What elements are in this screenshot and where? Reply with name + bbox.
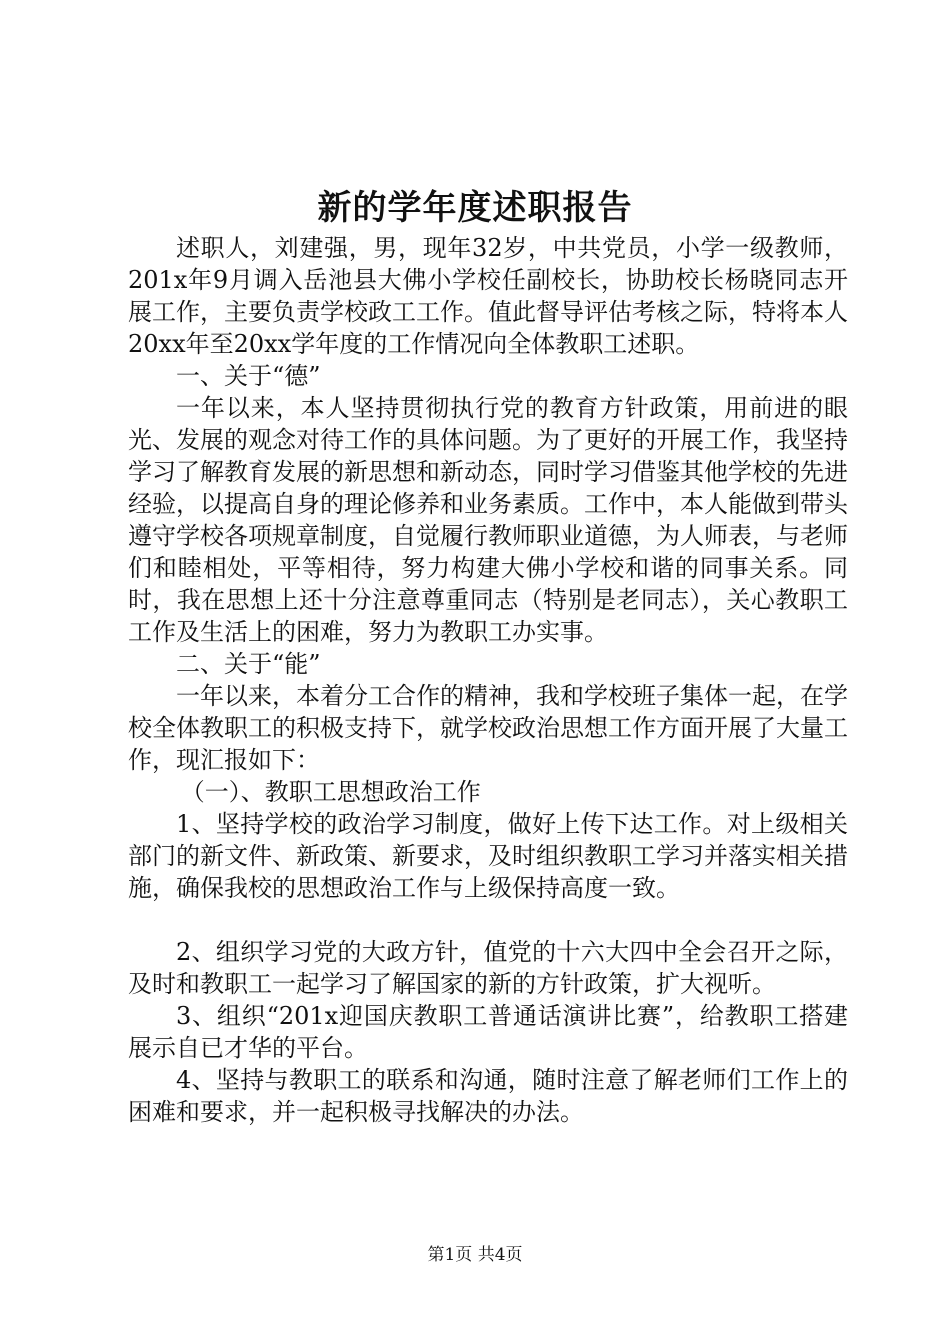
document-title: 新的学年度述职报告 — [317, 188, 633, 228]
section-heading-virtue: 一、关于“德” — [176, 362, 321, 390]
section-heading-ability: 二、关于“能” — [176, 650, 321, 678]
list-item-4: 4、坚持与教职工的联系和沟通，随时注意了解老师们工作上的困难和要求，并一起积极寻找解决的办法。 — [128, 1066, 848, 1126]
document-body — [128, 232, 848, 1128]
subsection-heading-political-work: （一）、教职工思想政治工作 — [180, 778, 481, 806]
virtue-paragraph: 一年以来，本人坚持贯彻执行党的教育方针政策，用前进的眼光、发展的观念对待工作的具体问题。为了更好的开展工作，我坚持学习了解教育发展的新思想和新动态，同时学习借鉴其他学校的先进经验，以提高自身的理论修养和业务素质。工作中，本人能做到带头遵守学校各项规章制度，自觉履行教师职业道德，为人师表，与老师们和睦相处，平等相待，努力构建大佛小学校和谐的同事关系。同时，我在思想上还十分注意尊重同志（特别是老同志），关心教职工工作及生活上的困难，努力为教职工办实事。 — [128, 394, 848, 646]
list-item-2: 2、组织学习党的大政方针，值党的十六大四中全会召开之际，及时和教职工一起学习了解国家的新的方针政策，扩大视听。 — [128, 938, 848, 998]
list-item-3: 3、组织“201x迎国庆教职工普通话演讲比赛”，给教职工搭建展示自已才华的平台。 — [128, 1002, 848, 1062]
intro-paragraph: 述职人，刘建强，男，现年32岁，中共党员，小学一级教师，201x年9月调入岳池县大佛小学校任副校长，协助校长杨晓同志开展工作，主要负责学校政工工作。值此督导评估考核之际，特将本人20xx年至20xx学年度的工作情况向全体教职工述职。 — [128, 234, 848, 358]
paragraph-gap — [128, 904, 848, 936]
ability-paragraph: 一年以来，本着分工合作的精神，我和学校班子集体一起，在学校全体教职工的积极支持下，就学校政治思想工作方面开展了大量工作，现汇报如下： — [128, 682, 848, 774]
list-item-1: 1、坚持学校的政治学习制度，做好上传下达工作。对上级相关部门的新文件、新政策、新要求，及时组织教职工学习并落实相关措施，确保我校的思想政治工作与上级保持高度一致。 — [128, 810, 848, 902]
page-footer: 第1页 共4页 — [427, 1245, 523, 1265]
